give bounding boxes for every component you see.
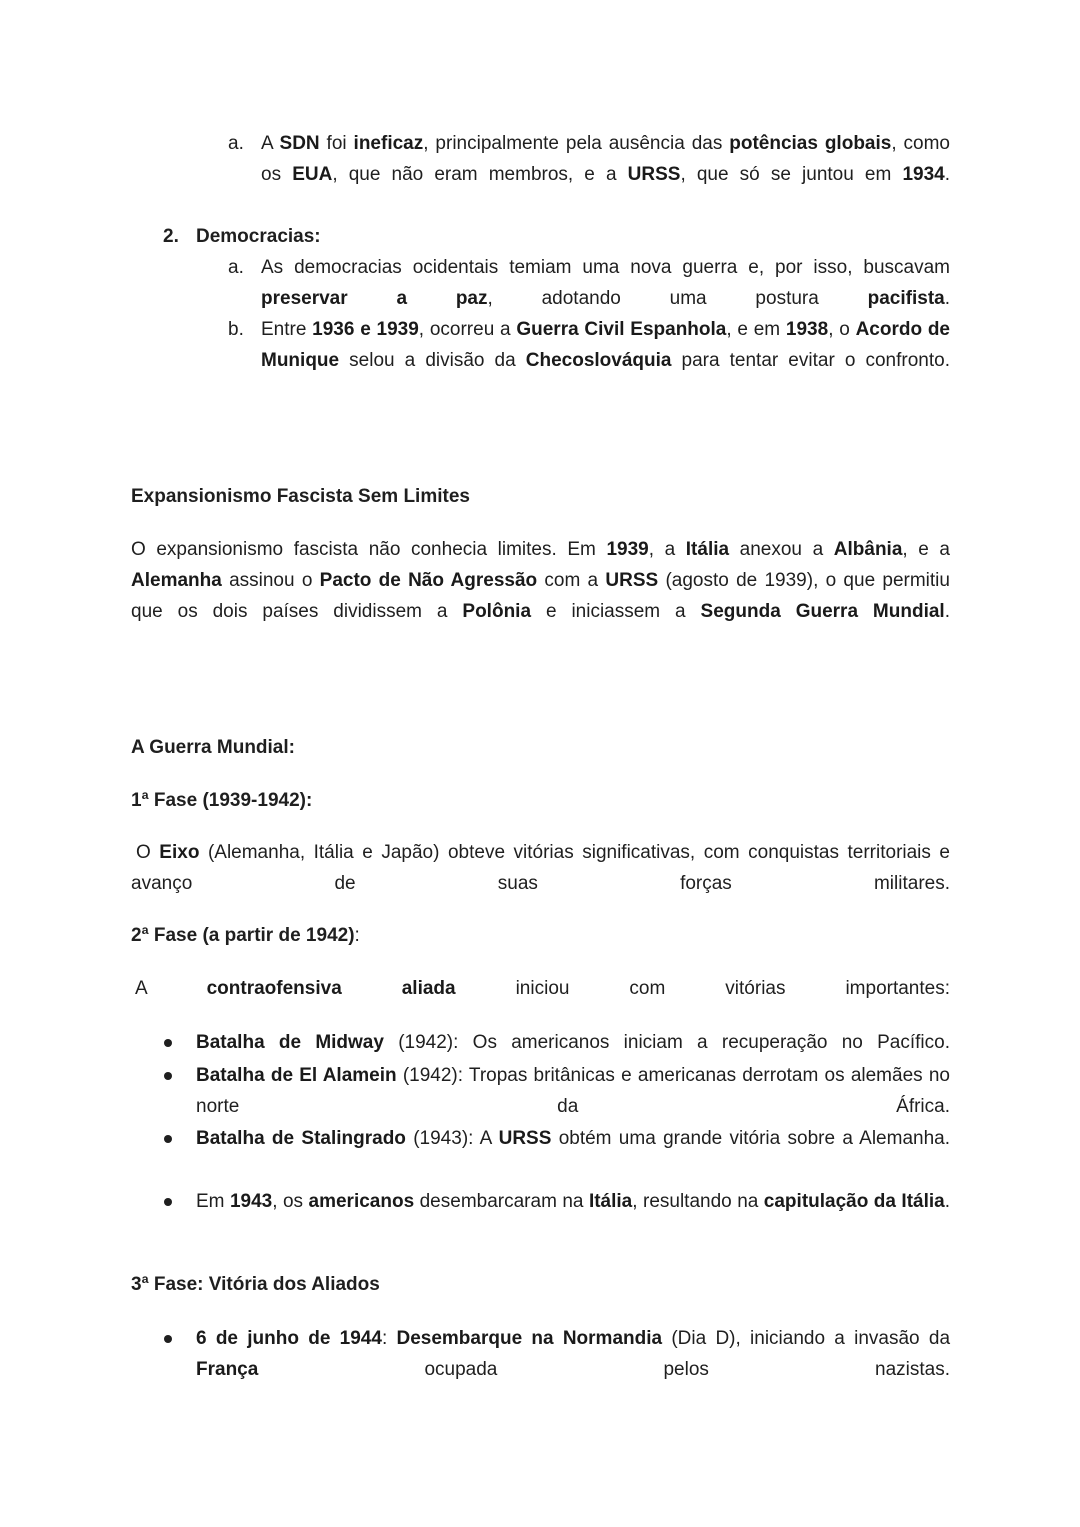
bold-term: potências globais (729, 133, 892, 154)
list-marker-2a: a. (228, 257, 244, 278)
bullet-dot (164, 1135, 172, 1143)
list-marker-2b: b. (228, 319, 244, 340)
bold-term: Acordo de Munique (261, 319, 950, 371)
bold-term: SDN (279, 133, 320, 154)
bullet-dot (164, 1335, 172, 1343)
bold-term: 1938 (785, 319, 829, 340)
democracias-label: Democracias: (196, 226, 321, 247)
fase2-bullet-2: Batalha de El Alamein (1942): Tropas britânicas e americanas derrotam os alemães no norte da África. (196, 1065, 950, 1117)
bold-term: EUA (292, 164, 333, 185)
bold-term: URSS (605, 570, 659, 591)
bold-term: 6 de junho de 1944 (196, 1328, 382, 1349)
expansionismo-heading: Expansionismo Fascista Sem Limites (131, 486, 470, 507)
bold-term: Checoslováquia (525, 350, 672, 371)
bold-term: Polônia (462, 601, 532, 622)
bold-term: 1936 e 1939 (312, 319, 419, 340)
fase1-paragraph: O Eixo (Alemanha, Itália e Japão) obteve vitórias significativas, com conquistas territoriais e avanço de suas forças militares. (131, 842, 950, 894)
fase2-intro: A contraofensiva aliada iniciou com vitórias importantes: (135, 978, 951, 999)
item-a-paragraph: A SDN foi ineficaz, principalmente pela ausência das potências globais, como os EUA, que não eram membros, e a URSS, que só se juntou em 1934. (261, 133, 950, 185)
fase2-heading-text: 2ª Fase (a partir de 1942) (131, 925, 355, 946)
list-marker-2: 2. (163, 226, 179, 247)
bold-term: URSS (627, 164, 681, 185)
guerra-heading: A Guerra Mundial: (131, 737, 295, 758)
fase3-heading: 3ª Fase: Vitória dos Aliados (131, 1274, 380, 1295)
fase2-heading-colon: : (354, 925, 360, 946)
bold-term: Eixo (159, 842, 200, 863)
bold-term: 1934 (902, 164, 945, 185)
bold-term: Itália (588, 1191, 633, 1212)
bold-term: 1943 (229, 1191, 273, 1212)
bold-term: URSS (498, 1128, 552, 1149)
bold-term: Pacto de Não Agressão (319, 570, 538, 591)
expansionismo-paragraph: O expansionismo fascista não conhecia limites. Em 1939, a Itália anexou a Albânia, e a Alemanha assinou o Pacto de Não Agressão com a URSS (agosto de 1939), o que permitiu que os dois países dividissem a Polônia e iniciassem a Segunda Guerra Mundial. (131, 539, 950, 622)
item-2b-paragraph: Entre 1936 e 1939, ocorreu a Guerra Civil Espanhola, e em 1938, o Acordo de Munique selou a divisão da Checoslováquia para tentar evitar o confronto. (261, 319, 950, 371)
bold-term: Albânia (833, 539, 903, 560)
bold-term: contraofensiva aliada (206, 978, 456, 999)
bold-term: Segunda Guerra Mundial (700, 601, 945, 622)
bold-term: americanos (308, 1191, 415, 1212)
bold-term: Batalha de El Alamein (196, 1065, 397, 1086)
bullet-dot (164, 1072, 172, 1080)
bold-term: 1939 (606, 539, 649, 560)
bold-term: França (196, 1359, 259, 1380)
bold-term: pacifista (867, 288, 945, 309)
bold-term: Batalha de Stalingrado (196, 1128, 406, 1149)
bold-term: preservar a paz (261, 288, 488, 309)
bullet-dot (164, 1039, 172, 1047)
fase1-heading: 1ª Fase (1939-1942): (131, 790, 313, 811)
fase2-bullet-4: Em 1943, os americanos desembarcaram na Itália, resultando na capitulação da Itália. (196, 1191, 951, 1212)
fase2-bullet-1: Batalha de Midway (1942): Os americanos iniciam a recuperação no Pacífico. (196, 1032, 950, 1053)
bold-term: Desembarque na Normandia (396, 1328, 663, 1349)
list-marker-a: a. (228, 133, 244, 154)
bullet-dot (164, 1198, 172, 1206)
item-2a-paragraph: As democracias ocidentais temiam uma nova guerra e, por isso, buscavam preservar a paz, adotando uma postura pacifista. (261, 257, 950, 309)
bold-term: Alemanha (131, 570, 222, 591)
fase3-bullet-1: 6 de junho de 1944: Desembarque na Normandia (Dia D), iniciando a invasão da França ocupada pelos nazistas. (196, 1328, 951, 1380)
bold-term: Batalha de Midway (196, 1032, 384, 1053)
bold-term: Guerra Civil Espanhola (516, 319, 727, 340)
bold-term: ineficaz (353, 133, 424, 154)
bold-term: Itália (685, 539, 730, 560)
bold-term: capitulação da Itália (763, 1191, 945, 1212)
fase2-bullet-3: Batalha de Stalingrado (1943): A URSS obtém uma grande vitória sobre a Alemanha. (196, 1128, 950, 1149)
fase2-heading (131, 920, 360, 951)
